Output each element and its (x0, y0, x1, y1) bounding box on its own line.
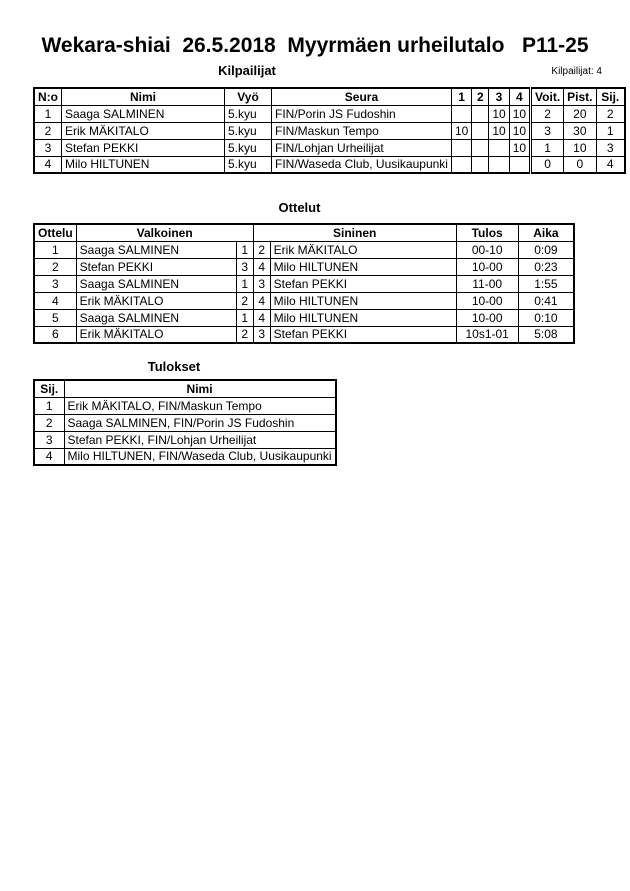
cell-belt: 5.kyu (225, 105, 272, 122)
match-row (34, 258, 574, 275)
cell-place: 2 (596, 105, 625, 122)
cell-place: 1 (34, 397, 64, 414)
cell-place: 2 (34, 414, 64, 431)
cell-round1 (451, 156, 471, 173)
cell-match-no: 4 (34, 292, 76, 309)
cell-round4 (509, 156, 530, 173)
cell-round4: 10 (509, 139, 530, 156)
cell-club: FIN/Lohjan Urheilijat (272, 139, 452, 156)
cell-place: 4 (596, 156, 625, 173)
cell-points: 10 (564, 139, 596, 156)
cell-round3: 10 (489, 105, 509, 122)
cell-name: Erik MÄKITALO (62, 122, 225, 139)
competitor-row (34, 139, 625, 156)
cell-round3 (489, 156, 509, 173)
col-header-place: Sij. (34, 380, 64, 397)
cell-blue-name: Stefan PEKKI (270, 326, 456, 343)
col-header-match: Ottelu (34, 224, 76, 241)
cell-points: 0 (564, 156, 596, 173)
cell-club: FIN/Maskun Tempo (272, 122, 452, 139)
cell-blue-no: 3 (253, 275, 270, 292)
cell-no: 3 (34, 139, 62, 156)
cell-white-no: 1 (236, 275, 253, 292)
col-header-no: N:o (34, 88, 62, 105)
cell-blue-name: Milo HILTUNEN (270, 292, 456, 309)
col-header-round3: 3 (489, 88, 509, 105)
cell-blue-no: 4 (253, 258, 270, 275)
cell-belt: 5.kyu (225, 156, 272, 173)
cell-result: 11-00 (456, 275, 518, 292)
cell-round1 (451, 105, 471, 122)
competitors-heading: Kilpailijat (218, 63, 276, 78)
cell-result: 00-10 (456, 241, 518, 258)
cell-name: Saaga SALMINEN (62, 105, 225, 122)
cell-round2 (472, 156, 489, 173)
cell-time: 1:55 (518, 275, 574, 292)
cell-club: FIN/Waseda Club, Uusikaupunki (272, 156, 452, 173)
col-header-name: Nimi (64, 380, 336, 397)
col-header-club: Seura (272, 88, 452, 105)
cell-round4: 10 (509, 105, 530, 122)
cell-time: 5:08 (518, 326, 574, 343)
cell-wins: 1 (531, 139, 564, 156)
cell-white-name: Saaga SALMINEN (76, 275, 236, 292)
cell-no: 1 (34, 105, 62, 122)
cell-result: 10-00 (456, 258, 518, 275)
cell-time: 0:10 (518, 309, 574, 326)
cell-match-no: 6 (34, 326, 76, 343)
results-heading: Tulokset (147, 359, 201, 374)
cell-result: 10s1-01 (456, 326, 518, 343)
match-row (34, 275, 574, 292)
competitor-row (34, 156, 625, 173)
cell-place: 3 (596, 139, 625, 156)
competitors-header-row (34, 88, 625, 105)
cell-time: 0:41 (518, 292, 574, 309)
cell-round1: 10 (451, 122, 471, 139)
cell-place: 4 (34, 448, 64, 465)
col-header-belt: Vyö (225, 88, 272, 105)
cell-white-name: Erik MÄKITALO (76, 292, 236, 309)
cell-white-no: 2 (236, 292, 253, 309)
cell-round1 (451, 139, 471, 156)
matches-header-row (34, 224, 574, 241)
cell-white-no: 3 (236, 258, 253, 275)
cell-time: 0:09 (518, 241, 574, 258)
cell-white-name: Saaga SALMINEN (76, 241, 236, 258)
cell-round2 (472, 139, 489, 156)
col-header-round4: 4 (509, 88, 530, 105)
cell-round3 (489, 139, 509, 156)
competitor-row (34, 105, 625, 122)
cell-match-no: 2 (34, 258, 76, 275)
competitor-row (34, 122, 625, 139)
result-row (34, 448, 336, 465)
col-header-result: Tulos (456, 224, 518, 241)
cell-blue-no: 3 (253, 326, 270, 343)
cell-match-no: 3 (34, 275, 76, 292)
col-header-points: Pist. (564, 88, 596, 105)
competitors-table (33, 87, 626, 174)
cell-white-name: Stefan PEKKI (76, 258, 236, 275)
match-row (34, 309, 574, 326)
cell-belt: 5.kyu (225, 122, 272, 139)
cell-round2 (472, 122, 489, 139)
cell-club: FIN/Porin JS Fudoshin (272, 105, 452, 122)
cell-place: 3 (34, 431, 64, 448)
cell-blue-no: 4 (253, 309, 270, 326)
cell-result: 10-00 (456, 292, 518, 309)
cell-points: 30 (564, 122, 596, 139)
cell-wins: 3 (531, 122, 564, 139)
cell-white-no: 2 (236, 326, 253, 343)
result-row (34, 431, 336, 448)
col-header-white: Valkoinen (76, 224, 253, 241)
match-row (34, 326, 574, 343)
cell-place: 1 (596, 122, 625, 139)
col-header-name: Nimi (62, 88, 225, 105)
results-header-row (34, 380, 336, 397)
result-row (34, 397, 336, 414)
cell-round4: 10 (509, 122, 530, 139)
matches-heading: Ottelut (278, 200, 321, 215)
competitor-count-label: Kilpailijat: 4 (551, 66, 602, 77)
col-header-place: Sij. (596, 88, 625, 105)
cell-belt: 5.kyu (225, 139, 272, 156)
page-title: Wekara-shiai 26.5.2018 Myyrmäen urheilutalo P11-25 (41, 34, 589, 57)
matches-table (33, 223, 575, 344)
match-row (34, 241, 574, 258)
cell-name: Milo HILTUNEN, FIN/Waseda Club, Uusikaupunki (64, 448, 336, 465)
results-table (33, 379, 337, 466)
cell-name: Erik MÄKITALO, FIN/Maskun Tempo (64, 397, 336, 414)
cell-points: 20 (564, 105, 596, 122)
cell-white-no: 1 (236, 309, 253, 326)
cell-match-no: 1 (34, 241, 76, 258)
col-header-time: Aika (518, 224, 574, 241)
cell-match-no: 5 (34, 309, 76, 326)
cell-time: 0:23 (518, 258, 574, 275)
cell-round3: 10 (489, 122, 509, 139)
cell-result: 10-00 (456, 309, 518, 326)
cell-blue-name: Milo HILTUNEN (270, 258, 456, 275)
cell-blue-name: Milo HILTUNEN (270, 309, 456, 326)
cell-round2 (472, 105, 489, 122)
cell-no: 4 (34, 156, 62, 173)
cell-white-name: Saaga SALMINEN (76, 309, 236, 326)
cell-name: Milo HILTUNEN (62, 156, 225, 173)
cell-white-name: Erik MÄKITALO (76, 326, 236, 343)
match-row (34, 292, 574, 309)
col-header-blue: Sininen (253, 224, 456, 241)
result-row (34, 414, 336, 431)
cell-blue-no: 4 (253, 292, 270, 309)
cell-wins: 2 (531, 105, 564, 122)
col-header-round2: 2 (472, 88, 489, 105)
cell-name: Stefan PEKKI, FIN/Lohjan Urheilijat (64, 431, 336, 448)
cell-blue-no: 2 (253, 241, 270, 258)
cell-white-no: 1 (236, 241, 253, 258)
col-header-round1: 1 (451, 88, 471, 105)
cell-name: Saaga SALMINEN, FIN/Porin JS Fudoshin (64, 414, 336, 431)
cell-name: Stefan PEKKI (62, 139, 225, 156)
cell-no: 2 (34, 122, 62, 139)
cell-blue-name: Erik MÄKITALO (270, 241, 456, 258)
col-header-wins: Voit. (531, 88, 564, 105)
cell-wins: 0 (531, 156, 564, 173)
cell-blue-name: Stefan PEKKI (270, 275, 456, 292)
